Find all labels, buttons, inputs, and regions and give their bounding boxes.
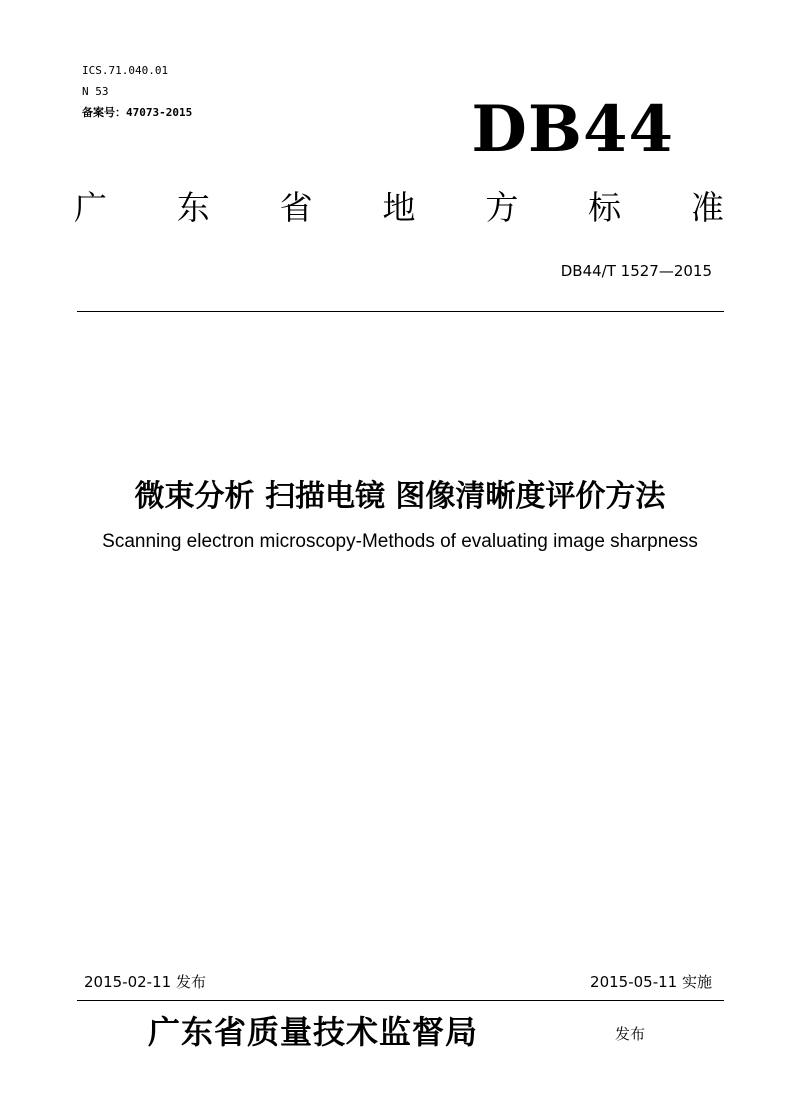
standard-type-char: 地 bbox=[382, 188, 416, 227]
top-divider bbox=[77, 311, 724, 312]
filing-number: 备案号：47073-2015 bbox=[82, 106, 193, 119]
standard-type-char: 东 bbox=[176, 188, 210, 227]
ccs-code: N 53 bbox=[82, 85, 109, 98]
standard-type-heading bbox=[74, 188, 724, 228]
ics-code: ICS.71.040.01 bbox=[82, 64, 169, 77]
standard-type-char: 准 bbox=[690, 188, 724, 227]
issuer-suffix: 发布 bbox=[615, 1025, 646, 1043]
standard-number: DB44/T 1527—2015 bbox=[560, 262, 712, 280]
title-english: Scanning electron microscopy-Methods of evaluating image sharpness bbox=[102, 531, 698, 552]
bottom-divider bbox=[77, 1000, 724, 1001]
standard-type-char: 标 bbox=[588, 188, 622, 227]
title-chinese: 微束分析 扫描电镜 图像清晰度评价方法 bbox=[134, 479, 666, 514]
issue-date: 2015-02-11 发布 bbox=[84, 973, 206, 991]
implementation-date: 2015-05-11 实施 bbox=[590, 973, 712, 991]
issuer-name: 广东省质量技术监督局 bbox=[148, 1013, 479, 1051]
standard-type-char: 方 bbox=[485, 188, 519, 227]
standard-type-char: 省 bbox=[279, 188, 313, 227]
standard-type-char: 广 bbox=[74, 188, 107, 227]
standard-code-logo: DB44 bbox=[471, 92, 674, 167]
